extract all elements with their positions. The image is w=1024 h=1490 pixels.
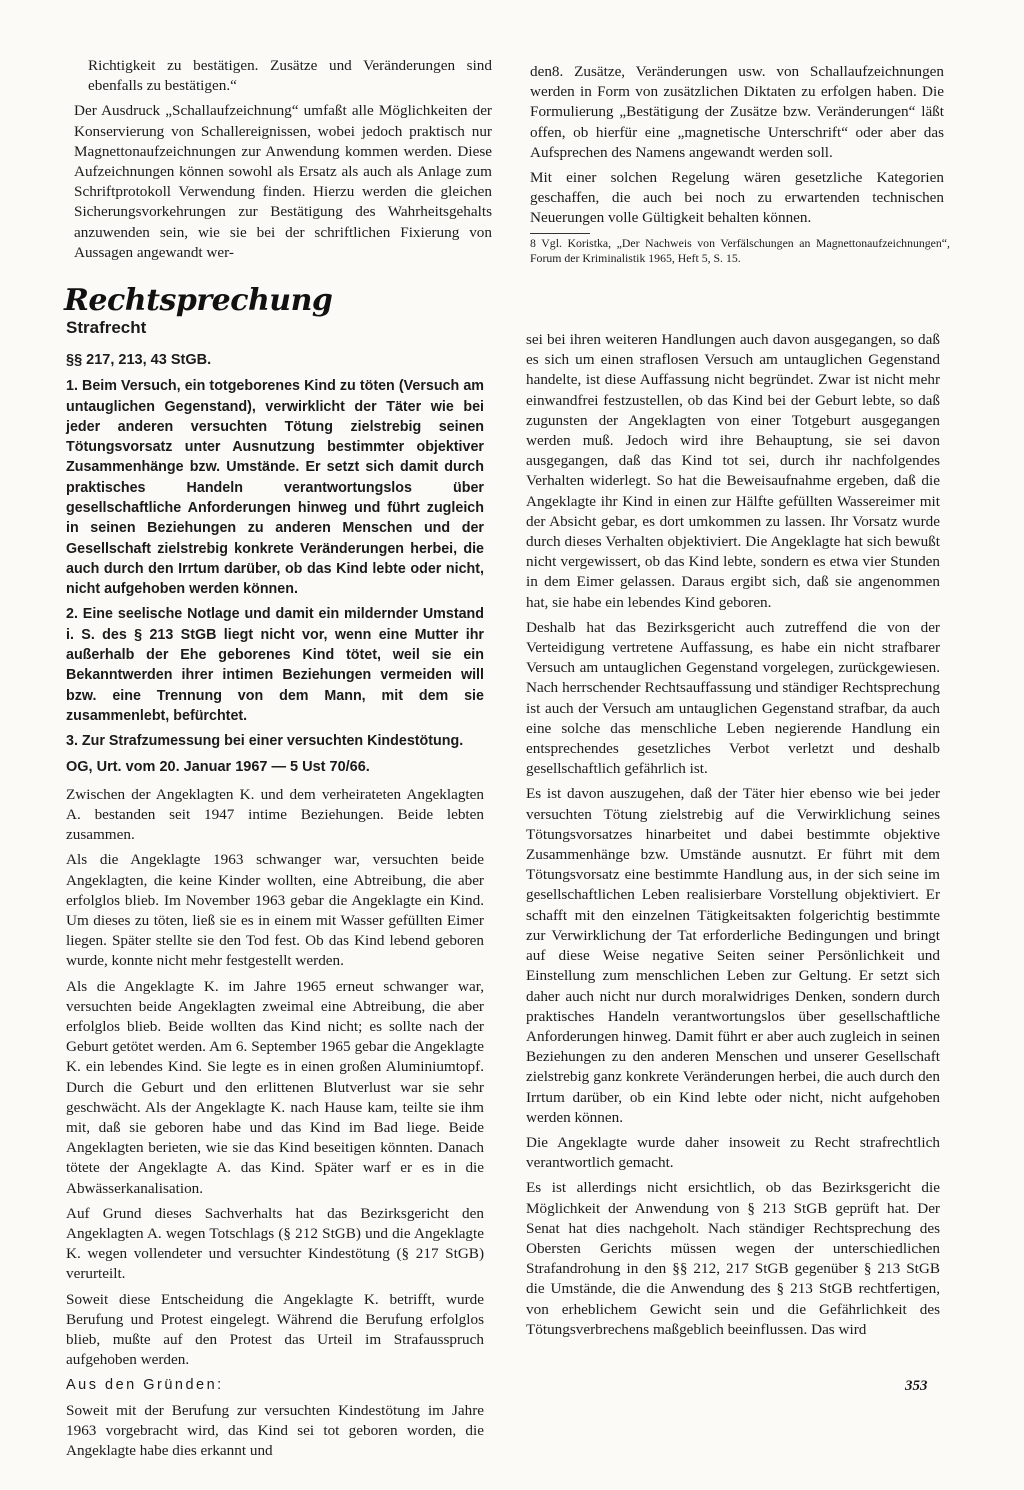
- paragraph: Es ist davon auszugehen, daß der Täter hier ebenso wie bei jeder versuchten Tötung zielstrebig auf die Verwirklichung seines Tötungsvorsatzes hinarbeitet und dabei bestimmte objektive Zusammenhänge bzw. Umstände ausnutzt. Er führt mit dem Tötungsvorsatz eine bestimmte Handlung aus, in der sich seine im gesellschaftlichen Leben realisierbare Vorstellung objektiviert. Er schafft mit den einzelnen Tätigkeitsakten folgerichtig bestimmte zur Verwirklichung der Tat erforderliche Bedingungen und bringt auf diese Weise negative Seiten seiner Persönlichkeit und Einstellung zum menschlichen Leben zur Geltung. Er setzt sich daher auch nicht nur durch moralwidriges Denken, sondern durch praktisches Handeln verantwortungslos über gesellschaftliche Anforderungen hinweg. Damit führt er aber auch zugleich in seinen Beziehungen zu den anderen Menschen und unserer Gesellschaft zielstrebig ganz konkrete Veränderungen herbei, die auch durch den Irrtum darüber, ob ein Kind lebte oder nicht, nicht aufgehoben werden können.: [526, 785, 940, 1126]
- statute-reference: §§ 217, 213, 43 StGB.: [66, 352, 212, 368]
- paragraph: Als die Angeklagte K. im Jahre 1965 erneut schwanger war, versuchten beide Angeklagten zweimal eine Abtreibung, die aber erfolglos blieb. Beide wollten das Kind nicht; es sollte nach der Geburt getötet werden. Am 6. September 1965 gebar die Angeklagte K. ein lebendes Kind. Sie legte es in einen großen Aluminiumtopf. Durch die Geburt und den erlittenen Blutverlust war sie sehr geschwächt. Als der Angeklagte K. nach Hause kam, teilte sie ihm mit, daß sie geboren habe und das Kind im Bad liege. Beide Angeklagten berieten, wie sie das Kind beseitigen könnten. Danach tötete der Angeklagte A. das Kind. Später warf er es in die Abwässerkanalisation.: [66, 977, 484, 1197]
- grounds-heading: Aus den Gründen:: [66, 1377, 224, 1394]
- paragraph: den8. Zusätze, Veränderungen usw. von Schallaufzeichnungen werden in Form von zusätzlichen Diktaten zu erfolgen haben. Die Formulierung „Bestätigung der Zusätze bzw. Veränderungen“ läßt offen, ob hierfür eine „magnetische Unterschrift“ oder aber das Aufsprechen des Namens angewandt werden soll.: [530, 63, 944, 161]
- top-right-column: [530, 62, 944, 234]
- paragraph: Deshalb hat das Bezirksgericht auch zutreffend die von der Verteidigung vertretene Auffassung, es habe ein nicht strafbarer Versuch am untauglichen Gegenstand vorgelegen, zurückgewiesen. Nach herrschender Rechtsauffassung und ständiger Rechtsprechung ist auch der Versuch am untauglichen Gegenstand strafbar, da auch eine solche das menschliche Leben negierende Handlung ein entsprechendes gesetzliches Verbot verletzt und deshalb gesellschaftlich gefährlich ist.: [526, 618, 940, 778]
- footnote: 8 Vgl. Koristka, „Der Nachweis von Verfälschungen an Magnettonaufzeichnungen“, Forum der Kriminalistik 1965, Heft 5, S. 15.: [530, 236, 950, 265]
- right-column: [526, 330, 940, 1345]
- paragraph: Auf Grund dieses Sachverhalts hat das Bezirksgericht den Angeklagten A. wegen Totschlags (§ 212 StGB) und die Angeklagte K. wegen vollendeter und versuchter Kindestötung (§ 217 StGB) verurteilt.: [66, 1204, 484, 1283]
- page-number: 353: [905, 1378, 928, 1394]
- paragraph: Die Angeklagte wurde daher insoweit zu Recht strafrechtlich verantwortlich gemacht.: [526, 1133, 940, 1172]
- paragraph: Der Ausdruck „Schallaufzeichnung“ umfaßt alle Möglichkeiten der Konservierung von Schallereignissen, wobei jedoch praktisch nur Magnettonaufzeichnungen zur Anwendung kommen werden. Diese Aufzeichnungen können sowohl als Ersatz als auch als Anlage zum Schriftprotokoll Verwendung finden. Hierzu werden die gleichen Sicherungsvorkehrungen zur Bestätigung des Wahrheitsgehalts anzuwenden sein, wie sie bei der schriftlichen Fixierung von Aussagen angewandt wer-: [74, 102, 492, 261]
- case-citation: OG, Urt. vom 20. Januar 1967 — 5 Ust 70/66.: [66, 758, 370, 775]
- section-title: Rechtsprechung: [64, 283, 333, 318]
- paragraph: Richtigkeit zu bestätigen. Zusätze und Veränderungen sind ebenfalls zu bestätigen.“: [88, 57, 492, 95]
- paragraph: Es ist allerdings nicht ersichtlich, ob das Bezirksgericht die Möglichkeit der Anwendung von § 213 StGB geprüft hat. Der Senat hat dies nachgeholt. Nach ständiger Rechtsprechung des Obersten Gerichts müssen wegen der unterschiedlichen Strafandrohung in den §§ 212, 217 StGB gegenüber § 213 StGB die Umstände, die die Anwendung des § 213 StGB rechtfertigen, von erheblichem Gewicht sein und die Gefährlichkeit des Tötungsverbrechens maßgeblich beeinflussen. Das wird: [526, 1179, 940, 1338]
- paragraph: Als die Angeklagte 1963 schwanger war, versuchten beide Angeklagten, die keine Kinder wollten, eine Abtreibung, die aber erfolglos blieb. Im November 1963 gebar die Angeklagte ein Kind. Um dieses zu töten, ließ sie es in einem mit Wasser gefüllten Eimer liegen. Später stellte sie den Tod fest. Ob das Kind lebend geboren wurde, konnte nicht mehr festgestellt werden.: [66, 851, 484, 970]
- top-left-column: [74, 56, 492, 268]
- paragraph: Zwischen der Angeklagten K. und dem verheirateten Angeklagten A. bestanden seit 1947 intime Beziehungen. Beide lebten zusammen.: [66, 785, 484, 844]
- subsection-title: Strafrecht: [66, 318, 147, 337]
- headnote: 1. Beim Versuch, ein totgeborenes Kind zu töten (Versuch am untauglichen Gegenstand), verwirklicht der Täter wie bei jeder anderen versuchten Tötung zielstrebig seinen Tötungsvorsatz unter Ausnutzung bestimmter objektiver Zusammenhänge bzw. Umstände. Er setzt sich damit durch praktisches Handeln verantwortungslos über gesellschaftliche Anforderungen hinweg und führt zugleich in seinen Beziehungen zu anderen Menschen und der Gesellschaft zielstrebig konkrete Veränderungen herbei, die auch durch den Irrtum darüber, ob das Kind lebte oder nicht, nicht aufgehoben werden können.: [66, 378, 484, 598]
- paragraph: sei bei ihren weiteren Handlungen auch davon ausgegangen, so daß es sich um einen straflosen Versuch am untauglichen Gegenstand handelte, ist diese Auffassung nicht begründet. Zwar ist nicht mehr einwandfrei festzustellen, ob das Kind bei der Geburt lebte, so daß zugunsten der Angeklagten von einer Totgeburt ausgegangen werden muß. Jedoch wird ihre Behauptung, sie sei davon ausgegangen, daß das Kind tot sei, durch ihr nachfolgendes Verhalten widerlegt. So hat die Beweisaufnahme ergeben, daß die Angeklagte ihr Kind in einen zur Hälfte gefüllten Wassereimer mit der Absicht gebar, es dort umkommen zu lassen. Ihr Vorsatz wurde durch dieses Verhalten objektiviert. Die Angeklagte hat sich bewußt nicht vergewissert, ob das Kind lebte, sondern es etwa vier Stunden in dem Eimer gelassen. Daraus ergibt sich, daß sie angenommen hat, sie habe ein lebendes Kind geboren.: [526, 331, 940, 611]
- left-column: [66, 350, 484, 1466]
- headnote: 2. Eine seelische Notlage und damit ein mildernder Umstand i. S. des § 213 StGB liegt nicht vor, wenn eine Mutter ihr außerhalb der Ehe geborenes Kind tötet, weil sie ein Bekanntwerden ihrer intimen Beziehungen vermeiden will bzw. eine Trennung von dem Mann, mit dem sie zusammenlebt, befürchtet.: [66, 606, 484, 724]
- footnote-divider: [530, 233, 590, 234]
- paragraph: Soweit mit der Berufung zur versuchten Kindestötung im Jahre 1963 vorgebracht wird, das Kind sei tot geboren worden, die Angeklagte habe dies erkannt und: [66, 1401, 484, 1460]
- paragraph: Mit einer solchen Regelung wären gesetzliche Kategorien geschaffen, die auch bei noch zu erwartenden technischen Neuerungen volle Gültigkeit behalten können.: [530, 169, 944, 227]
- paragraph: Soweit diese Entscheidung die Angeklagte K. betrifft, wurde Berufung und Protest eingelegt. Während die Berufung erfolglos blieb, mußte auf den Protest das Urteil im Strafausspruch aufgehoben werden.: [66, 1290, 484, 1369]
- headnote: 3. Zur Strafzumessung bei einer versuchten Kindestötung.: [66, 733, 464, 750]
